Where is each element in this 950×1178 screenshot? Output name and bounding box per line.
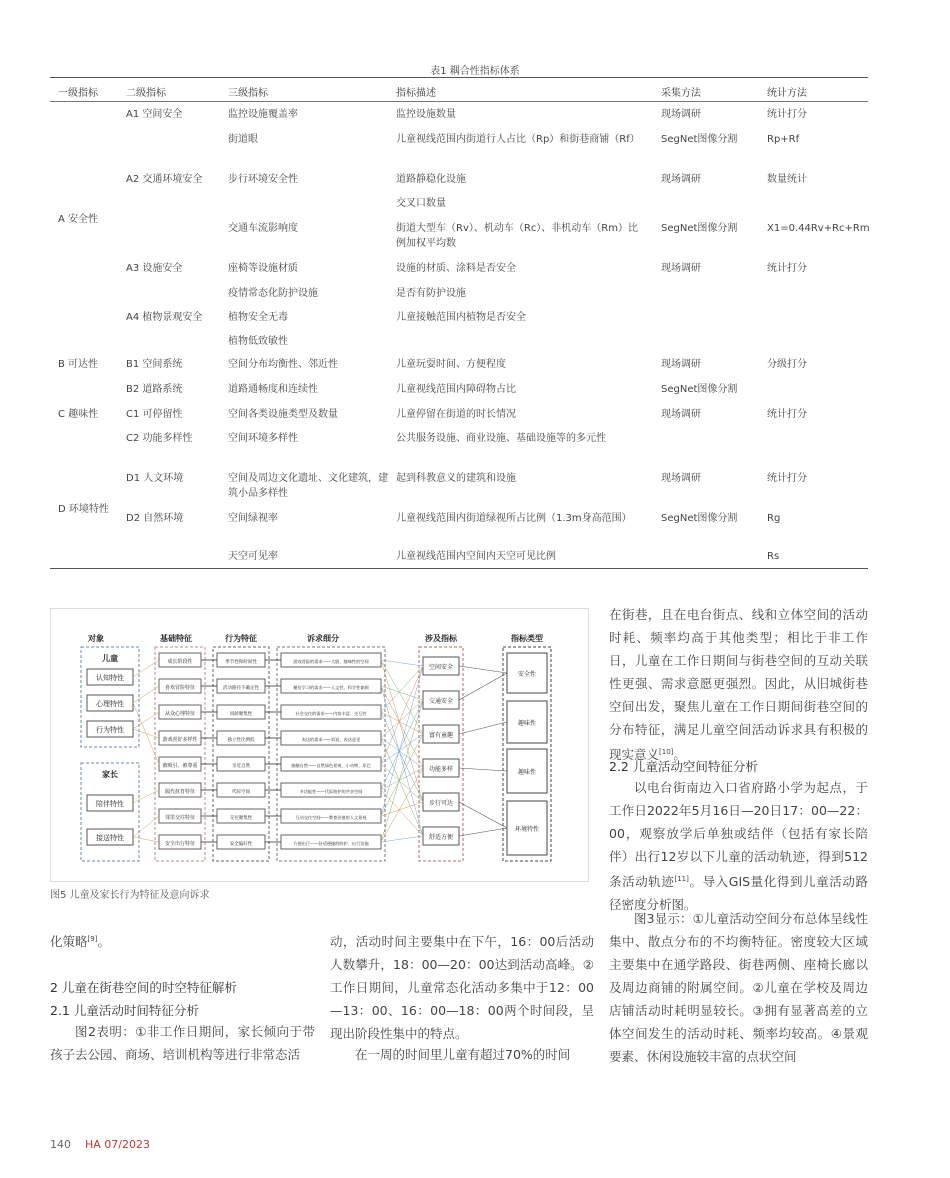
table-cell-stat: 分级打分 [767,359,807,370]
table-cell-desc: 交叉口数量 [396,198,446,209]
child-item-label: 心理特性 [96,700,124,708]
table-cell-l3: 空间环境多样性 [228,433,298,444]
page-footer [50,1138,150,1151]
col-head-basic: 基础特征 [160,634,192,643]
figure-5 [50,608,589,882]
col-head-demand: 诉求细分 [307,634,339,643]
table-cell-stat: Rp+Rf [767,134,800,145]
table-cell-desc: 公共服务设施、商业设施、基础设施等的多元性 [396,433,606,444]
right-p1-tail: 。 [673,747,686,763]
basic-label: 从众心理特征 [164,711,196,717]
behavior-label: 安全偏好性 [229,842,253,847]
indicator-label: 步行可达 [428,800,454,807]
left-cont-tail: 。 [97,934,110,950]
behavior-label: 代际空间 [232,790,250,795]
link-demand-indicator [381,734,423,816]
header-stat: 统计方法 [767,88,807,99]
level1-d: D 环境特性 [58,504,109,515]
demand-label: 方便出行——舒适便捷的防护、出行设施 [293,841,369,846]
table-cell-desc: 儿童视线范围内街道行人占比（Rp）和街巷商铺（Rf） [396,134,640,145]
right-paragraph-2 [609,776,868,916]
table-cell-l2: D1 人文环境 [126,473,184,484]
table-header-rule [50,101,868,102]
table-cell-method: SegNet图像分割 [661,134,738,145]
level1-a: A 安全性 [58,214,99,225]
table-title: 表1 耦合性指标体系 [430,66,520,77]
left-cont-text: 化策略 [50,934,88,950]
table-cell-method: 现场调研 [661,473,701,484]
indicator-label: 舒适方便 [428,834,454,841]
table-cell-l3: 植物低致敏性 [228,336,288,347]
table-cell-method: SegNet图像分割 [661,223,738,234]
link-demand-indicator [381,666,423,816]
table-cell-l2: B2 道路系统 [126,384,183,395]
behavior-label: 季节性和时间性 [225,660,257,665]
table-cell-desc: 监控设施数量 [396,109,456,120]
table-cell-l2: D2 自然环境 [126,513,184,524]
table-cell-l3: 空间绿视率 [228,513,278,524]
table-cell-l3: 监控设施覆盖率 [228,109,298,120]
ref-10: [10] [659,748,674,756]
table-cell-l2: A4 植物景观安全 [126,312,203,323]
link-demand-indicator [381,700,423,738]
ref-11: [11] [674,875,689,883]
link-demand-indicator [381,686,423,768]
table-cell-method: 现场调研 [661,109,701,120]
table-cell-desc: 儿童视线范围内障碍物占比 [396,384,516,395]
table-cell-l3: 步行环境安全性 [228,174,298,185]
table-cell-stat: 统计打分 [767,263,807,274]
table-cell-desc: 儿童视线范围内空间内天空可见比例 [396,551,556,562]
parent-item-label: 陪伴特性 [96,800,124,808]
table-cell-stat: 统计打分 [767,473,807,484]
demand-label: 模仿学习的需求——人文性、科学性兼顾 [293,685,369,690]
table-cell-l3: 座椅等设施材质 [228,263,298,274]
basic-label: 喜欢冒险特征 [164,685,196,691]
table-cell-stat: 统计打分 [767,109,807,120]
table-cell-stat: Rs [767,551,780,562]
ref-9: [9] [87,935,98,943]
table-cell-method: 现场调研 [661,174,701,185]
link-demand-indicator [381,836,423,842]
table-cell-stat: X1=0.44Rv+Rc+Rm [767,223,870,234]
right-paragraph-1 [609,603,868,766]
left-continuation [50,928,315,953]
page-number: 140 [50,1138,71,1151]
table-cell-l2: A1 空间安全 [126,109,183,120]
behavior-label: 交往聚集性 [229,816,253,821]
middle-paragraph-2: 在一周的时间里儿童有超过70%的时间 [355,1047,571,1062]
table-cell-l2: B1 空间系统 [126,359,183,370]
basic-label: 隔代抚育特征 [164,789,196,795]
table-cell-l2: C2 功能多样性 [126,433,193,444]
table-cell-method: SegNet图像分割 [661,513,738,524]
journal-issue: HA 07/2023 [85,1138,150,1151]
demand-label: 社会交往的需求——内容丰富、交互性 [295,711,367,716]
table-cell-desc: 儿童玩耍时间、方便程度 [396,359,506,370]
right-p2-tail: 。导入GIS量化得到儿童活动路径密度分析图。 [609,874,868,913]
table-cell-desc: 儿童接触范围内植物是否安全 [396,312,526,323]
table-cell-desc: 设施的材质、涂料是否安全 [396,263,516,274]
link-indicator-type [459,802,507,828]
type-label: 趣味性 [517,769,537,776]
table-cell-l3: 空间各类设施类型及数量 [228,409,338,420]
table-cell-l3: 空间及周边文化遗址、文化建筑，建筑小品多样性 [228,473,388,499]
link-demand-indicator [381,700,423,790]
link-indicator-type [459,666,507,673]
subsection-heading-2-2: 2.2 儿童活动空间特征分析 [609,759,758,774]
demand-label: 游戏冒险的需求——大胆、趣味性的空间 [293,659,369,664]
indicator-label: 功能多样 [428,766,454,773]
link-object-basic [133,712,159,729]
behavior-label: 同龄聚集性 [229,712,253,717]
parent-item-label: 接送特性 [96,834,124,842]
table-bottom-rule [50,568,868,569]
left-paragraph: 图2表明：①非工作日期间，家长倾向于带孩子去公园、商场、培训机构等进行非常态活 [50,1024,315,1062]
indicator-label: 富有童趣 [428,732,454,739]
demand-label: 接触自然——自然绿色景观、小动物、尿巴 [291,763,371,768]
link-object-basic [133,790,159,803]
table-cell-stat: 数量统计 [767,174,807,185]
col-head-type: 指标类型 [511,634,543,643]
table-cell-desc: 道路静稳化设施 [396,174,466,185]
basic-label: 成长阶段性 [167,659,193,665]
col-head-indicator: 涉及指标 [425,634,457,643]
figure-diagram [51,609,588,881]
right-p1-text: 在街巷，且在电台街点、线和立体空间的活动时耗、频率均高于其他类型；相比于非工作日，儿童在工作日期间与街巷空间的互动关联性更强、需求意愿更强烈。因此，从旧城街巷空间出发，聚焦儿童在工作日期间街巷空间的分布特征，满足儿童空间活动诉求具有积极的现实意义 [609,607,868,763]
demand-label: 互动交往空间——教育价值的人文景观 [295,815,367,820]
level1-b: B 可达性 [58,359,99,370]
demand-label: 表达的需求——诉说、表达意见 [301,737,361,742]
basic-label: 安全出行特征 [164,841,196,847]
behavior-label: 独立性比例低 [227,738,255,743]
middle-paragraph-1: 动，活动时间主要集中在下午，16：00后活动人数攀升，18：00—20：00达到活动高峰。②工作日期间，儿童常态化活动多集中于12：00—13：00、16：00—18：00两个时间段，呈现出阶段性集中的特点。 [330,934,594,1041]
type-label: 安全性 [517,671,537,678]
table-cell-l2: A3 设施安全 [126,263,183,274]
table-cell-method: 现场调研 [661,409,701,420]
table-cell-method: SegNet图像分割 [661,384,738,395]
right-p2-text: 以电台街南边入口省府路小学为起点，于工作日2022年5月16日—20日17：00—22：00，观察放学后单独或结伴（包括有家长陪伴）出行12岁以下儿童的活动轨迹，得到512条活动轨迹 [609,780,868,890]
child-group-label: 儿童 [102,654,118,663]
link-indicator-type [459,768,507,771]
table-cell-l2: A2 交通环境安全 [126,174,203,185]
table-cell-stat: 统计打分 [767,409,807,420]
col-head-object: 对象 [88,634,104,643]
basic-label: 游戏喜好多样性 [162,737,198,743]
right-paragraph-3: 图3显示：①儿童活动空间分布总体呈线性集中、散点分布的不均衡特征。密度较大区域主要集中在通学路段、街巷两侧、座椅长廊以及周边商铺的附属空间。②儿童在学校及周边店铺活动时耗明显较长。③拥有显著高差的立体空间发生的活动时耗、频率均较高。④景观要素、休闲设施较丰富的点状空间 [609,911,868,1064]
table-cell-l3: 交通车流影响度 [228,223,298,234]
level1-c: C 趣味性 [58,409,99,420]
table-cell-l3: 天空可见率 [228,551,278,562]
header-method: 采集方法 [661,88,701,99]
link-indicator-type [459,673,507,700]
behavior-label: 亲近自然 [232,764,250,769]
table-cell-l3: 空间分布均衡性、邻近性 [228,359,338,370]
header-level1: 一级指标 [58,88,98,99]
type-label: 趣味性 [517,720,537,727]
link-indicator-type [459,722,507,734]
link-demand-indicator [381,712,423,802]
behavior-label: 活动路径不确定性 [223,686,259,691]
col-head-behavior: 行为特征 [225,634,257,643]
table-cell-desc: 儿童停留在街道的时长情况 [396,409,516,420]
header-level2: 二级指标 [126,88,166,99]
table-cell-method: 现场调研 [661,359,701,370]
indicator-label: 空间安全 [428,664,454,671]
type-label: 环境特性 [514,826,540,833]
basic-label: 被吸引、被尊重 [162,763,198,769]
table-cell-desc: 是否有防护设施 [396,288,466,299]
demand-label: 多功能性——代际陪护的共享空间 [299,789,363,794]
section-heading-2: 2 儿童在街巷空间的时空特征解析 [50,980,237,995]
table-top-rule [50,77,868,78]
table-cell-method: 现场调研 [661,263,701,274]
subsection-heading-2-1: 2.1 儿童活动时间特征分析 [50,1003,199,1018]
link-demand-indicator [381,686,423,836]
figure-caption: 图5 儿童及家长行为特征及意向诉求 [50,890,210,901]
table-cell-l3: 植物安全无毒 [228,312,288,323]
child-item-label: 行为特性 [96,726,124,734]
link-demand-indicator [381,660,423,666]
table-cell-desc: 街道大型车（Rv）、机动车（Rc）、非机动车（Rm）比例加权平均数 [396,223,639,249]
table-cell-l3: 道路通畅度和连续性 [228,384,318,395]
table-cell-l2: C1 可停留性 [126,409,183,420]
table-cell-desc: 儿童视线范围内街道绿视所占比例（1.3m身高范围） [396,513,632,524]
table-cell-l3: 街道眼 [228,134,258,145]
table-cell-stat: Rg [767,513,781,524]
link-demand-indicator [381,764,423,802]
link-indicator-type [459,828,507,836]
table-cell-desc: 起到科教意义的建筑和设施 [396,473,516,484]
child-item-label: 认知特性 [96,674,124,682]
basic-label: 邻里交往特征 [164,815,196,821]
indicator-label: 交通安全 [428,698,454,705]
header-description: 指标描述 [396,88,436,99]
parent-group-label: 家长 [102,770,118,779]
table-cell-l3: 疫情常态化防护设施 [228,288,318,299]
header-level3: 三级指标 [228,88,268,99]
